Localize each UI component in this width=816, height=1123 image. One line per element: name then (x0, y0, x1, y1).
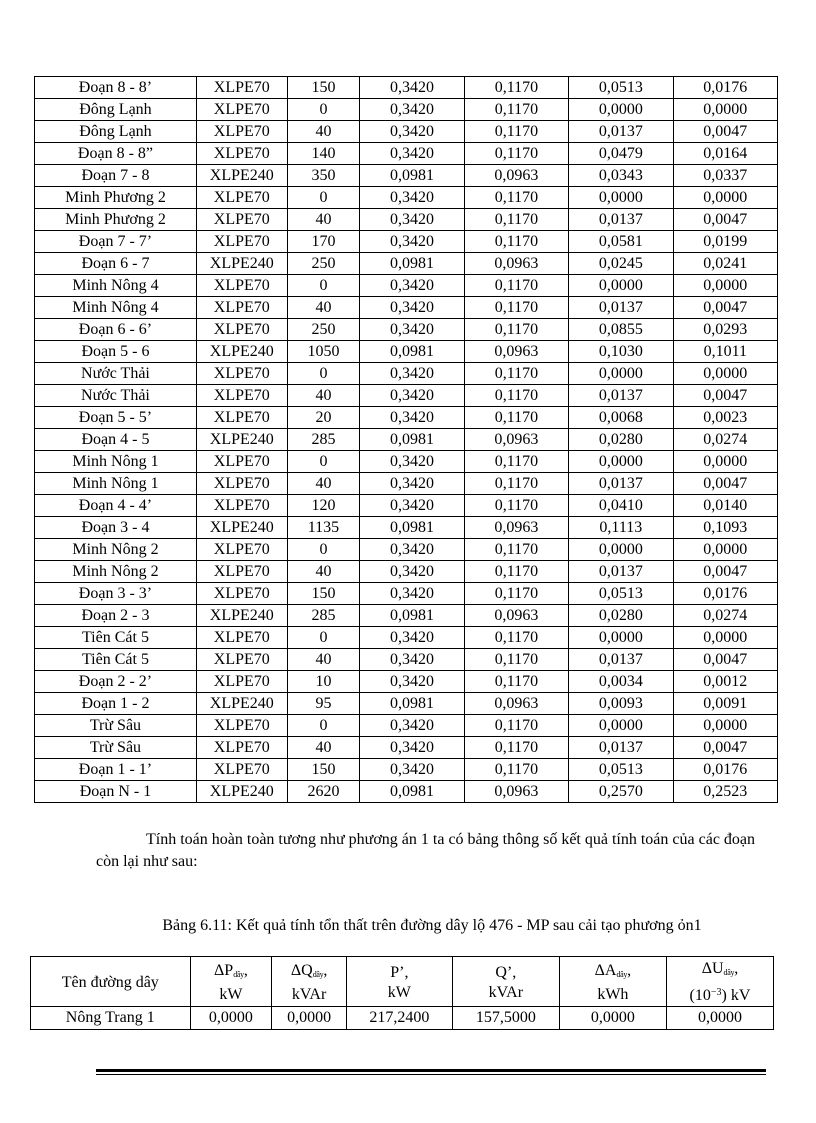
table-row (35, 759, 778, 781)
table-cell: XLPE70 (196, 649, 287, 671)
table-cell: 0,3420 (360, 715, 464, 737)
table-cell: 40 (287, 737, 360, 759)
table-cell: 0,0410 (569, 495, 673, 517)
table-cell: Minh Phương 2 (35, 209, 197, 231)
table-cell: XLPE240 (196, 781, 287, 803)
table-cell: 250 (287, 319, 360, 341)
table-cell: 40 (287, 297, 360, 319)
table-cell: 0,1170 (464, 319, 568, 341)
table-cell: 0,0337 (673, 165, 777, 187)
table-cell: 0,1170 (464, 539, 568, 561)
table-cell: 0,0047 (673, 121, 777, 143)
table-cell: 0,0000 (569, 99, 673, 121)
table-cell: 0,1170 (464, 231, 568, 253)
table-cell: 0,0091 (673, 693, 777, 715)
line-segment-table-body (35, 77, 778, 803)
table-row (35, 605, 778, 627)
table-cell: 0,0855 (569, 319, 673, 341)
table-cell: 0,0137 (569, 561, 673, 583)
table-cell: 0,3420 (360, 275, 464, 297)
table-cell: XLPE70 (196, 539, 287, 561)
footer-rule (96, 1069, 766, 1075)
table-cell: XLPE240 (196, 165, 287, 187)
table-cell: 0,1170 (464, 473, 568, 495)
table-cell: 0,1170 (464, 121, 568, 143)
table-cell: 0,3420 (360, 231, 464, 253)
table-cell: 0,0000 (569, 539, 673, 561)
table-cell: XLPE70 (196, 495, 287, 517)
table-cell: 0,0981 (360, 517, 464, 539)
table-cell: 0,0047 (673, 737, 777, 759)
table-cell: 0,1170 (464, 561, 568, 583)
table-cell: 1050 (287, 341, 360, 363)
table-cell: Đoạn 6 - 6’ (35, 319, 197, 341)
table-cell: 217,2400 (346, 1007, 452, 1030)
table-cell: Đoạn 5 - 5’ (35, 407, 197, 429)
table-cell: XLPE240 (196, 253, 287, 275)
table-row (35, 693, 778, 715)
table-cell: 40 (287, 649, 360, 671)
loss-result-table (30, 956, 774, 1030)
table-cell: 0,1030 (569, 341, 673, 363)
table-cell: 0,0000 (673, 275, 777, 297)
table-cell: 0,0581 (569, 231, 673, 253)
table-cell: 0,0280 (569, 605, 673, 627)
table-cell: 0,3420 (360, 649, 464, 671)
table-cell: 0,3420 (360, 77, 464, 99)
table-row (35, 539, 778, 561)
table-cell: Đoạn 7 - 8 (35, 165, 197, 187)
table-cell: 0,0241 (673, 253, 777, 275)
table-cell: 0,0000 (673, 99, 777, 121)
table-cell: 0 (287, 539, 360, 561)
table-cell: 10 (287, 671, 360, 693)
table-cell: XLPE70 (196, 671, 287, 693)
table-cell: Minh Nông 2 (35, 539, 197, 561)
table-cell: 0 (287, 451, 360, 473)
header-delta-p: $\Delta P_{dây}$, kW (190, 957, 272, 1007)
table-cell: 0,0981 (360, 693, 464, 715)
table-cell: 0,0068 (569, 407, 673, 429)
table-cell: 0,0000 (673, 627, 777, 649)
table-cell: 0,0000 (673, 363, 777, 385)
table-row (35, 143, 778, 165)
table-cell: 0,0000 (569, 715, 673, 737)
table-cell: 0,0513 (569, 759, 673, 781)
table-cell: 0,1170 (464, 275, 568, 297)
table-cell: 0,0963 (464, 341, 568, 363)
table-cell: 0,0963 (464, 781, 568, 803)
header-row (31, 957, 774, 1007)
table-row (35, 671, 778, 693)
table-cell: Minh Phương 2 (35, 187, 197, 209)
table-cell: 0,0137 (569, 737, 673, 759)
table-cell: Đoạn 2 - 2’ (35, 671, 197, 693)
table-row (35, 561, 778, 583)
table-cell: 120 (287, 495, 360, 517)
table-cell: XLPE70 (196, 275, 287, 297)
table-cell: 0,1170 (464, 187, 568, 209)
table-cell: 0,0000 (190, 1007, 272, 1030)
table-cell: 0,1011 (673, 341, 777, 363)
table-cell: 0 (287, 363, 360, 385)
table-cell: XLPE70 (196, 737, 287, 759)
table-cell: Nông Trang 1 (31, 1007, 191, 1030)
table-cell: 0,0963 (464, 693, 568, 715)
table-cell: 0,0981 (360, 429, 464, 451)
table-cell: 0,0963 (464, 253, 568, 275)
table-row (35, 297, 778, 319)
table-cell: Đoạn N - 1 (35, 781, 197, 803)
table-cell: 0,0137 (569, 473, 673, 495)
table-cell: 250 (287, 253, 360, 275)
table-cell: 0,0047 (673, 473, 777, 495)
table-cell: 0,3420 (360, 627, 464, 649)
table-cell: 0 (287, 187, 360, 209)
table-row (35, 253, 778, 275)
table-cell: 0,0047 (673, 297, 777, 319)
table-cell: 0,0137 (569, 649, 673, 671)
table-cell: 0,1170 (464, 99, 568, 121)
table-row (31, 1007, 774, 1030)
table-cell: XLPE240 (196, 341, 287, 363)
paragraph-text: Tính toán hoàn toàn tương như phương án 1 ta có bảng thông số kết quả tính toán của các đoạn còn lại như sau: (96, 831, 756, 870)
table-cell: 0,3420 (360, 363, 464, 385)
table-cell: 95 (287, 693, 360, 715)
table-cell: XLPE70 (196, 319, 287, 341)
table-row (35, 627, 778, 649)
table-cell: 0,0034 (569, 671, 673, 693)
table-cell: 0,1170 (464, 297, 568, 319)
table-cell: 0,0199 (673, 231, 777, 253)
table-cell: 0,1093 (673, 517, 777, 539)
table-row (35, 495, 778, 517)
table-cell: Đoạn 3 - 3’ (35, 583, 197, 605)
table-cell: Trừ Sâu (35, 737, 197, 759)
header-delta-q: $\Delta Q_{dây}$, kVAr (272, 957, 347, 1007)
table-row (35, 275, 778, 297)
table-cell: Minh Nông 4 (35, 297, 197, 319)
table-cell: 0,0093 (569, 693, 673, 715)
table-cell: Đoạn 3 - 4 (35, 517, 197, 539)
table-cell: 0,0000 (569, 363, 673, 385)
table-cell: 0,0981 (360, 253, 464, 275)
header-delta-u: $\Delta U_{dây}$, $(10^{-3})$ kV (666, 957, 773, 1007)
table-cell: Đoạn 5 - 6 (35, 341, 197, 363)
table-cell: 0,0280 (569, 429, 673, 451)
table-row (35, 363, 778, 385)
table-cell: 40 (287, 385, 360, 407)
table-cell: 0 (287, 627, 360, 649)
table-cell: 0,0963 (464, 165, 568, 187)
table-cell: 0,1170 (464, 407, 568, 429)
table-cell: 0,0981 (360, 605, 464, 627)
table-cell: Nước Thải (35, 385, 197, 407)
table-cell: 157,5000 (452, 1007, 559, 1030)
table-cell: 0,0164 (673, 143, 777, 165)
table-cell: 0,0293 (673, 319, 777, 341)
table-cell: 0,3420 (360, 99, 464, 121)
table-cell: 0,3420 (360, 539, 464, 561)
table-cell: XLPE70 (196, 297, 287, 319)
table-cell: 150 (287, 77, 360, 99)
table-cell: 0,0513 (569, 77, 673, 99)
table-cell: 0,1170 (464, 737, 568, 759)
table-cell: 0,0176 (673, 759, 777, 781)
table-cell: XLPE70 (196, 583, 287, 605)
table-cell: 0,0245 (569, 253, 673, 275)
table-cell: Minh Nông 4 (35, 275, 197, 297)
table-cell: Đông Lạnh (35, 121, 197, 143)
table-cell: XLPE240 (196, 605, 287, 627)
table-cell: 0,0981 (360, 165, 464, 187)
table-row (35, 187, 778, 209)
table-cell: Tiên Cát 5 (35, 649, 197, 671)
table-cell: 0,0137 (569, 385, 673, 407)
table-cell: 0,3420 (360, 209, 464, 231)
table-cell: 0,0047 (673, 385, 777, 407)
table-cell: 0,3420 (360, 737, 464, 759)
table-cell: 0,0963 (464, 429, 568, 451)
table-cell: 0 (287, 275, 360, 297)
table-cell: 0,0137 (569, 209, 673, 231)
table-cell: 0,1170 (464, 385, 568, 407)
table-row (35, 319, 778, 341)
table-row (35, 451, 778, 473)
table-row (35, 231, 778, 253)
table-cell: XLPE70 (196, 451, 287, 473)
table-cell: XLPE70 (196, 385, 287, 407)
loss-result-table-header (31, 957, 774, 1007)
table-row (35, 517, 778, 539)
table-cell: 0,0000 (569, 627, 673, 649)
table-cell: 0,0000 (673, 539, 777, 561)
table-cell: Đoạn 4 - 5 (35, 429, 197, 451)
table-cell: Minh Nông 1 (35, 473, 197, 495)
table-cell: 0,0047 (673, 649, 777, 671)
table-cell: 0,3420 (360, 143, 464, 165)
table-cell: 2620 (287, 781, 360, 803)
table-cell: XLPE70 (196, 627, 287, 649)
table-cell: Minh Nông 1 (35, 451, 197, 473)
header-delta-a: $\Delta A_{dây}$, kWh (559, 957, 666, 1007)
table-cell: XLPE70 (196, 473, 287, 495)
table-cell: 0,3420 (360, 495, 464, 517)
table-cell: 0,0000 (569, 275, 673, 297)
table-cell: 0,0012 (673, 671, 777, 693)
table-cell: 0,0000 (673, 715, 777, 737)
table-cell: 0,1170 (464, 77, 568, 99)
table-cell: 150 (287, 759, 360, 781)
table-cell: 0,0176 (673, 583, 777, 605)
table-cell: XLPE240 (196, 517, 287, 539)
table-cell: 0,0023 (673, 407, 777, 429)
table-cell: XLPE70 (196, 715, 287, 737)
table-cell: 0,0981 (360, 781, 464, 803)
table-cell: 0,0137 (569, 121, 673, 143)
table-cell: XLPE70 (196, 407, 287, 429)
table-cell: XLPE70 (196, 363, 287, 385)
table-cell: 40 (287, 473, 360, 495)
table-cell: 0,1170 (464, 627, 568, 649)
table-cell: XLPE70 (196, 231, 287, 253)
table-cell: 170 (287, 231, 360, 253)
table-row (35, 407, 778, 429)
table-cell: 40 (287, 209, 360, 231)
table-cell: 0,1170 (464, 363, 568, 385)
table-row (35, 341, 778, 363)
table-cell: 0,0981 (360, 341, 464, 363)
table-cell: Đoạn 4 - 4’ (35, 495, 197, 517)
table-cell: 0,1170 (464, 143, 568, 165)
table-cell: 0,1170 (464, 209, 568, 231)
table-row (35, 649, 778, 671)
table-cell: 0,0963 (464, 517, 568, 539)
table-cell: 0,0343 (569, 165, 673, 187)
table-cell: 0,1170 (464, 759, 568, 781)
table-cell: 0,3420 (360, 319, 464, 341)
table-cell: 0,0000 (559, 1007, 666, 1030)
table-cell: XLPE70 (196, 561, 287, 583)
table-cell: XLPE240 (196, 429, 287, 451)
table-row (35, 209, 778, 231)
table-cell: 140 (287, 143, 360, 165)
table-cell: 0,0176 (673, 77, 777, 99)
table-cell: 0,0274 (673, 605, 777, 627)
table-cell: 0,3420 (360, 473, 464, 495)
table-cell: 285 (287, 429, 360, 451)
table-cell: 0,2570 (569, 781, 673, 803)
table-cell: 0,0963 (464, 605, 568, 627)
table-cell: 0,0513 (569, 583, 673, 605)
table-cell: 40 (287, 121, 360, 143)
table-cell: 350 (287, 165, 360, 187)
table-row (35, 99, 778, 121)
table-cell: XLPE70 (196, 99, 287, 121)
table-cell: Trừ Sâu (35, 715, 197, 737)
table-cell: 0,3420 (360, 407, 464, 429)
body-paragraph (96, 829, 776, 873)
table-cell: 0,0000 (569, 187, 673, 209)
table-cell: 0,0047 (673, 561, 777, 583)
table-row (35, 715, 778, 737)
table-cell: Đoạn 1 - 1’ (35, 759, 197, 781)
table-cell: 0,0000 (569, 451, 673, 473)
table-row (35, 77, 778, 99)
table-cell: 0,1113 (569, 517, 673, 539)
table-cell: Đông Lạnh (35, 99, 197, 121)
table-row (35, 737, 778, 759)
table-cell: 0,2523 (673, 781, 777, 803)
table-cell: 0,0000 (666, 1007, 773, 1030)
header-line-name: Tên đường dây (31, 957, 191, 1007)
table-cell: 0,1170 (464, 649, 568, 671)
table-cell: 0,3420 (360, 187, 464, 209)
table-row (35, 121, 778, 143)
table-row (35, 583, 778, 605)
table-cell: 0,0479 (569, 143, 673, 165)
table-cell: Minh Nông 2 (35, 561, 197, 583)
table-caption: Bảng 6.11: Kết quả tính tổn thất trên đường dây lộ 476 - MP sau cải tạo phương ỏn1 (162, 917, 702, 934)
table-cell: 0,3420 (360, 385, 464, 407)
table-cell: 40 (287, 561, 360, 583)
table-cell: 0,1170 (464, 583, 568, 605)
table-cell: 0 (287, 715, 360, 737)
table-cell: XLPE240 (196, 693, 287, 715)
table-row (35, 385, 778, 407)
table-cell: 0,3420 (360, 671, 464, 693)
table-cell: 0,0000 (272, 1007, 347, 1030)
table-cell: Đoạn 1 - 2 (35, 693, 197, 715)
table-cell: 1135 (287, 517, 360, 539)
table-cell: XLPE70 (196, 759, 287, 781)
table-cell: 20 (287, 407, 360, 429)
table-cell: 0,3420 (360, 451, 464, 473)
table-cell: 0,0137 (569, 297, 673, 319)
table-cell: 0,1170 (464, 715, 568, 737)
table-cell: XLPE70 (196, 143, 287, 165)
table-cell: 0,1170 (464, 671, 568, 693)
table-cell: 0,3420 (360, 297, 464, 319)
table-cell: 0,1170 (464, 451, 568, 473)
table-cell: Đoạn 8 - 8” (35, 143, 197, 165)
table-cell: Đoạn 7 - 7’ (35, 231, 197, 253)
loss-result-table-body (31, 1007, 774, 1030)
table-row (35, 473, 778, 495)
table-cell: 0,3420 (360, 759, 464, 781)
table-cell: 285 (287, 605, 360, 627)
table-row (35, 429, 778, 451)
table-cell: Tiên Cát 5 (35, 627, 197, 649)
table-cell: Nước Thải (35, 363, 197, 385)
table-cell: Đoạn 2 - 3 (35, 605, 197, 627)
table-cell: 0,0274 (673, 429, 777, 451)
table-cell: XLPE70 (196, 187, 287, 209)
table-cell: 0,3420 (360, 121, 464, 143)
table-cell: 0 (287, 99, 360, 121)
table-cell: 0,3420 (360, 583, 464, 605)
line-segment-table (34, 76, 778, 803)
table-cell: XLPE70 (196, 209, 287, 231)
table-cell: 0,3420 (360, 561, 464, 583)
table-cell: XLPE70 (196, 77, 287, 99)
table-cell: 150 (287, 583, 360, 605)
header-q-prime: Q’, kVAr (452, 957, 559, 1007)
table-cell: 0,0000 (673, 187, 777, 209)
table-cell: Đoạn 6 - 7 (35, 253, 197, 275)
table-cell: XLPE70 (196, 121, 287, 143)
table-cell: 0,0047 (673, 209, 777, 231)
table-row (35, 781, 778, 803)
table-cell: 0,0000 (673, 451, 777, 473)
table-cell: 0,0140 (673, 495, 777, 517)
header-p-prime: P’, kW (346, 957, 452, 1007)
table-cell: Đoạn 8 - 8’ (35, 77, 197, 99)
table-row (35, 165, 778, 187)
table-cell: 0,1170 (464, 495, 568, 517)
